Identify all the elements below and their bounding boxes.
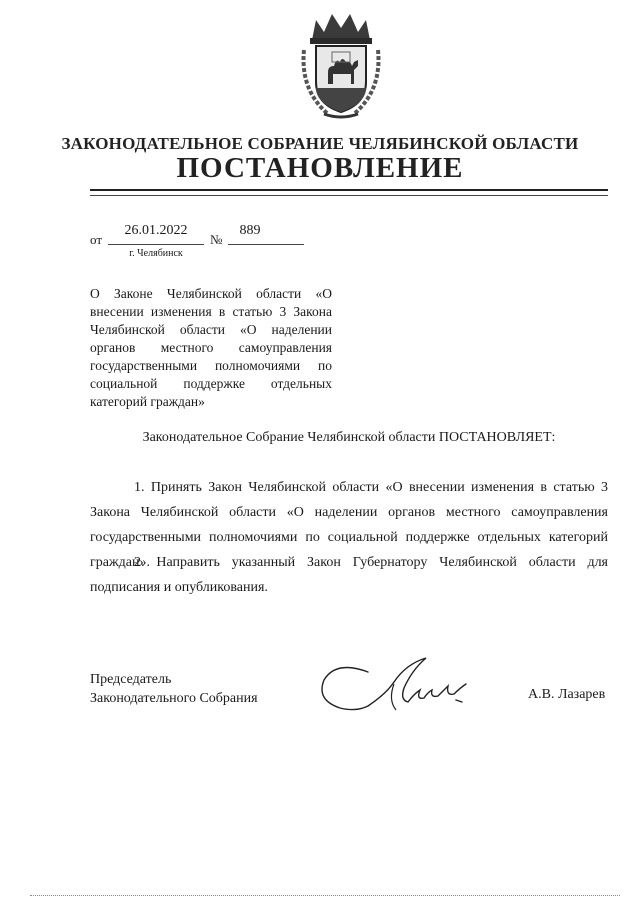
chelyabinsk-coat-of-arms-icon (298, 10, 384, 122)
date-prefix: от (90, 232, 103, 247)
document-subject: О Законе Челябинской области «О внесении изменения в статью 3 Закона Челябинской области «О наделении органов местного самоуправления государственными полномочиями по социальной поддержке отдельных категорий граждан» (90, 286, 332, 409)
date-underline (108, 244, 204, 245)
document-date: 26.01.2022 (124, 223, 188, 238)
footer-rule (30, 895, 620, 896)
signatory-name: А.В. Лазарев (528, 687, 606, 702)
number-underline (228, 244, 304, 245)
signatory-title-line: Законодательного Собрания (90, 691, 258, 706)
resolution-preamble: Законодательное Собрание Челябинской области ПОСТАНОВЛЯЕТ: (142, 430, 556, 445)
resolution-item: 2. Направить указанный Закон Губернатору Челябинской области для подписания и опубликования. (90, 555, 608, 595)
signatory-title (90, 670, 258, 708)
signatory-title-line: Председатель (90, 672, 172, 687)
organization-name: ЗАКОНОДАТЕЛЬНОЕ СОБРАНИЕ ЧЕЛЯБИНСКОЙ ОБЛАСТИ (61, 134, 579, 153)
handwritten-signature (316, 650, 486, 718)
resolution-item: 1. Принять Закон Челябинской области «О внесении изменения в статью 3 Закона Челябинской области «О наделении органов местного самоуправления государственными полномочиями по социальной поддержке отдельных категорий граждан». (90, 480, 608, 570)
document-place: г. Челябинск (129, 248, 183, 259)
document-number: 889 (239, 223, 261, 238)
header-rule-thin (90, 195, 608, 196)
number-prefix: № (210, 232, 223, 247)
document-type-title: ПОСТАНОВЛЕНИЕ (176, 152, 464, 184)
header-rule-thick (90, 189, 608, 191)
